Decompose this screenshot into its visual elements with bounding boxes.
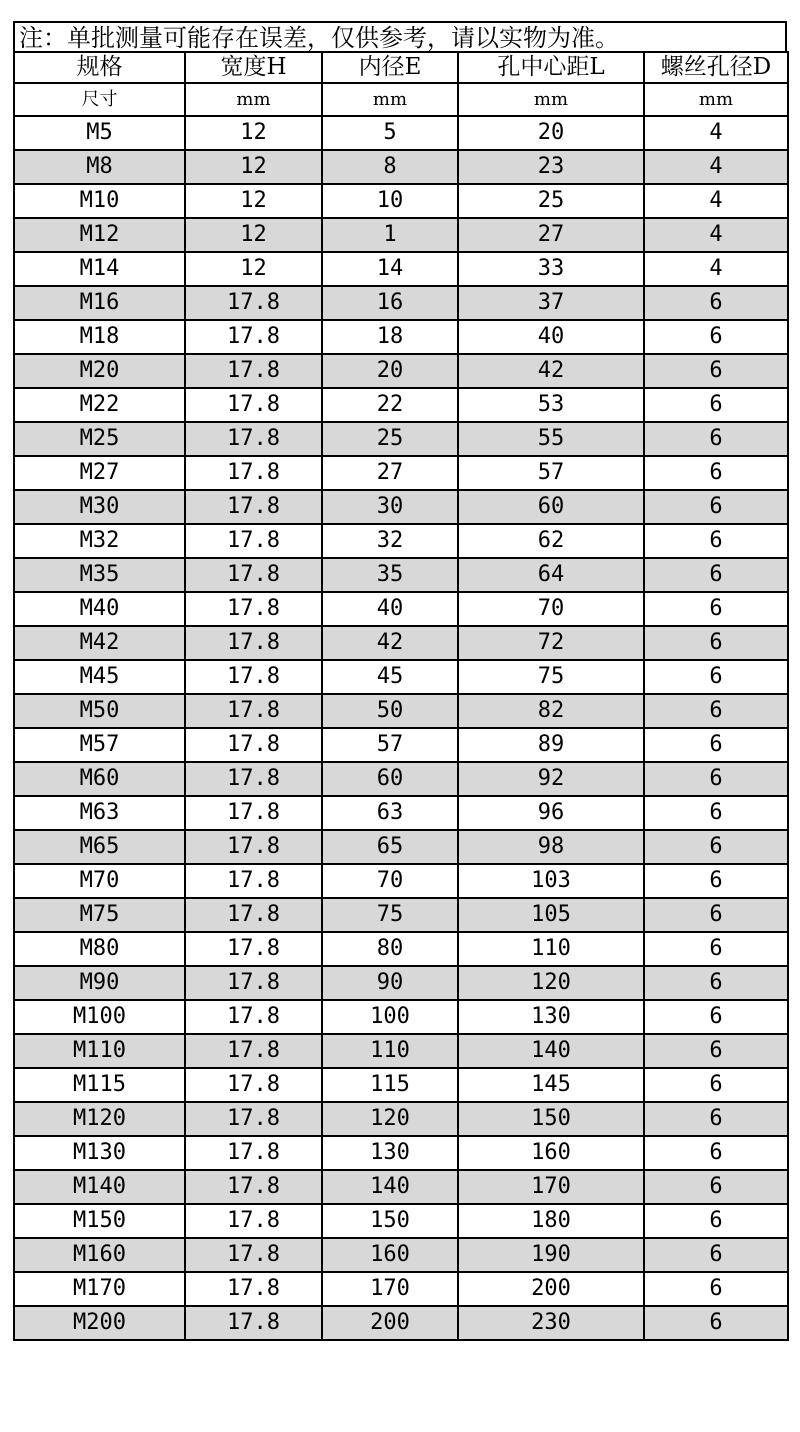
header-label-row bbox=[14, 52, 788, 83]
cell-screw-hole-diameter-d: 6 bbox=[644, 388, 788, 422]
spec-table bbox=[13, 51, 789, 1341]
table-row bbox=[14, 1170, 788, 1204]
header-hole-center-distance-l: 孔中心距L bbox=[458, 52, 644, 83]
cell-screw-hole-diameter-d: 6 bbox=[644, 1102, 788, 1136]
cell-hole-center-distance-l: 103 bbox=[458, 864, 644, 898]
cell-screw-hole-diameter-d: 4 bbox=[644, 184, 788, 218]
table-row bbox=[14, 1306, 788, 1340]
cell-width-h: 17.8 bbox=[185, 762, 322, 796]
cell-hole-center-distance-l: 190 bbox=[458, 1238, 644, 1272]
cell-width-h: 17.8 bbox=[185, 1000, 322, 1034]
cell-hole-center-distance-l: 40 bbox=[458, 320, 644, 354]
cell-hole-center-distance-l: 72 bbox=[458, 626, 644, 660]
table-row bbox=[14, 1034, 788, 1068]
table-row bbox=[14, 320, 788, 354]
cell-hole-center-distance-l: 105 bbox=[458, 898, 644, 932]
table-row bbox=[14, 150, 788, 184]
cell-spec: M63 bbox=[14, 796, 185, 830]
cell-hole-center-distance-l: 145 bbox=[458, 1068, 644, 1102]
cell-spec: M170 bbox=[14, 1272, 185, 1306]
table-row bbox=[14, 184, 788, 218]
table-row bbox=[14, 558, 788, 592]
cell-spec: M100 bbox=[14, 1000, 185, 1034]
cell-spec: M150 bbox=[14, 1204, 185, 1238]
table-row bbox=[14, 218, 788, 252]
cell-spec: M45 bbox=[14, 660, 185, 694]
cell-spec: M57 bbox=[14, 728, 185, 762]
cell-hole-center-distance-l: 23 bbox=[458, 150, 644, 184]
cell-width-h: 17.8 bbox=[185, 1170, 322, 1204]
cell-spec: M70 bbox=[14, 864, 185, 898]
cell-spec: M35 bbox=[14, 558, 185, 592]
cell-width-h: 17.8 bbox=[185, 1204, 322, 1238]
cell-hole-center-distance-l: 60 bbox=[458, 490, 644, 524]
cell-width-h: 17.8 bbox=[185, 1238, 322, 1272]
cell-hole-center-distance-l: 75 bbox=[458, 660, 644, 694]
cell-hole-center-distance-l: 150 bbox=[458, 1102, 644, 1136]
cell-spec: M50 bbox=[14, 694, 185, 728]
cell-inner-diameter-e: 63 bbox=[322, 796, 458, 830]
cell-screw-hole-diameter-d: 6 bbox=[644, 422, 788, 456]
cell-width-h: 17.8 bbox=[185, 1102, 322, 1136]
table-row bbox=[14, 1272, 788, 1306]
table-row bbox=[14, 864, 788, 898]
cell-width-h: 17.8 bbox=[185, 592, 322, 626]
cell-screw-hole-diameter-d: 6 bbox=[644, 1034, 788, 1068]
cell-inner-diameter-e: 10 bbox=[322, 184, 458, 218]
cell-inner-diameter-e: 18 bbox=[322, 320, 458, 354]
cell-hole-center-distance-l: 62 bbox=[458, 524, 644, 558]
table-row bbox=[14, 1238, 788, 1272]
cell-inner-diameter-e: 5 bbox=[322, 116, 458, 150]
table-row bbox=[14, 252, 788, 286]
cell-width-h: 12 bbox=[185, 116, 322, 150]
cell-screw-hole-diameter-d: 6 bbox=[644, 1000, 788, 1034]
cell-screw-hole-diameter-d: 4 bbox=[644, 150, 788, 184]
cell-inner-diameter-e: 130 bbox=[322, 1136, 458, 1170]
cell-screw-hole-diameter-d: 6 bbox=[644, 932, 788, 966]
cell-width-h: 17.8 bbox=[185, 456, 322, 490]
cell-hole-center-distance-l: 98 bbox=[458, 830, 644, 864]
cell-width-h: 17.8 bbox=[185, 558, 322, 592]
cell-spec: M200 bbox=[14, 1306, 185, 1340]
table-row bbox=[14, 796, 788, 830]
cell-spec: M115 bbox=[14, 1068, 185, 1102]
cell-spec: M110 bbox=[14, 1034, 185, 1068]
cell-hole-center-distance-l: 27 bbox=[458, 218, 644, 252]
table-row bbox=[14, 694, 788, 728]
cell-inner-diameter-e: 20 bbox=[322, 354, 458, 388]
cell-inner-diameter-e: 40 bbox=[322, 592, 458, 626]
table-row bbox=[14, 1136, 788, 1170]
cell-spec: M40 bbox=[14, 592, 185, 626]
cell-spec: M27 bbox=[14, 456, 185, 490]
cell-width-h: 12 bbox=[185, 184, 322, 218]
cell-screw-hole-diameter-d: 6 bbox=[644, 1204, 788, 1238]
cell-spec: M8 bbox=[14, 150, 185, 184]
cell-hole-center-distance-l: 160 bbox=[458, 1136, 644, 1170]
table-row bbox=[14, 1068, 788, 1102]
cell-hole-center-distance-l: 64 bbox=[458, 558, 644, 592]
cell-screw-hole-diameter-d: 6 bbox=[644, 1170, 788, 1204]
cell-spec: M14 bbox=[14, 252, 185, 286]
cell-inner-diameter-e: 8 bbox=[322, 150, 458, 184]
table-row bbox=[14, 524, 788, 558]
cell-inner-diameter-e: 57 bbox=[322, 728, 458, 762]
cell-inner-diameter-e: 14 bbox=[322, 252, 458, 286]
cell-screw-hole-diameter-d: 6 bbox=[644, 524, 788, 558]
cell-hole-center-distance-l: 20 bbox=[458, 116, 644, 150]
cell-inner-diameter-e: 170 bbox=[322, 1272, 458, 1306]
cell-inner-diameter-e: 27 bbox=[322, 456, 458, 490]
table-row bbox=[14, 354, 788, 388]
cell-screw-hole-diameter-d: 6 bbox=[644, 286, 788, 320]
cell-hole-center-distance-l: 55 bbox=[458, 422, 644, 456]
cell-inner-diameter-e: 200 bbox=[322, 1306, 458, 1340]
table-row bbox=[14, 626, 788, 660]
cell-inner-diameter-e: 16 bbox=[322, 286, 458, 320]
cell-screw-hole-diameter-d: 6 bbox=[644, 1136, 788, 1170]
cell-width-h: 17.8 bbox=[185, 524, 322, 558]
cell-spec: M25 bbox=[14, 422, 185, 456]
cell-hole-center-distance-l: 130 bbox=[458, 1000, 644, 1034]
cell-inner-diameter-e: 35 bbox=[322, 558, 458, 592]
cell-inner-diameter-e: 1 bbox=[322, 218, 458, 252]
table-row bbox=[14, 762, 788, 796]
cell-spec: M90 bbox=[14, 966, 185, 1000]
table-row bbox=[14, 116, 788, 150]
header-width-h: 宽度H bbox=[185, 52, 322, 83]
cell-screw-hole-diameter-d: 6 bbox=[644, 966, 788, 1000]
cell-hole-center-distance-l: 42 bbox=[458, 354, 644, 388]
cell-width-h: 17.8 bbox=[185, 320, 322, 354]
cell-width-h: 12 bbox=[185, 218, 322, 252]
cell-hole-center-distance-l: 70 bbox=[458, 592, 644, 626]
cell-screw-hole-diameter-d: 6 bbox=[644, 592, 788, 626]
unit-hole-center-distance-l: mm bbox=[458, 83, 644, 116]
unit-screw-hole-diameter-d: mm bbox=[644, 83, 788, 116]
cell-hole-center-distance-l: 33 bbox=[458, 252, 644, 286]
table-row bbox=[14, 966, 788, 1000]
table-row bbox=[14, 1102, 788, 1136]
table-row bbox=[14, 286, 788, 320]
cell-spec: M10 bbox=[14, 184, 185, 218]
cell-screw-hole-diameter-d: 6 bbox=[644, 864, 788, 898]
spec-sheet bbox=[13, 21, 787, 1341]
cell-screw-hole-diameter-d: 6 bbox=[644, 1238, 788, 1272]
cell-spec: M30 bbox=[14, 490, 185, 524]
cell-inner-diameter-e: 30 bbox=[322, 490, 458, 524]
cell-screw-hole-diameter-d: 4 bbox=[644, 218, 788, 252]
cell-screw-hole-diameter-d: 6 bbox=[644, 660, 788, 694]
table-header bbox=[14, 52, 788, 116]
cell-spec: M12 bbox=[14, 218, 185, 252]
cell-hole-center-distance-l: 200 bbox=[458, 1272, 644, 1306]
cell-width-h: 17.8 bbox=[185, 626, 322, 660]
table-row bbox=[14, 932, 788, 966]
cell-width-h: 12 bbox=[185, 150, 322, 184]
cell-screw-hole-diameter-d: 6 bbox=[644, 320, 788, 354]
header-unit-row bbox=[14, 83, 788, 116]
cell-width-h: 17.8 bbox=[185, 1136, 322, 1170]
cell-hole-center-distance-l: 140 bbox=[458, 1034, 644, 1068]
cell-hole-center-distance-l: 53 bbox=[458, 388, 644, 422]
cell-screw-hole-diameter-d: 6 bbox=[644, 456, 788, 490]
cell-inner-diameter-e: 25 bbox=[322, 422, 458, 456]
cell-inner-diameter-e: 160 bbox=[322, 1238, 458, 1272]
header-inner-diameter-e: 内径E bbox=[322, 52, 458, 83]
cell-width-h: 17.8 bbox=[185, 864, 322, 898]
cell-width-h: 17.8 bbox=[185, 898, 322, 932]
unit-width-h: mm bbox=[185, 83, 322, 116]
cell-screw-hole-diameter-d: 6 bbox=[644, 898, 788, 932]
cell-screw-hole-diameter-d: 6 bbox=[644, 796, 788, 830]
cell-width-h: 17.8 bbox=[185, 1272, 322, 1306]
cell-width-h: 17.8 bbox=[185, 1034, 322, 1068]
cell-hole-center-distance-l: 57 bbox=[458, 456, 644, 490]
header-spec: 规格 bbox=[14, 52, 185, 83]
cell-hole-center-distance-l: 25 bbox=[458, 184, 644, 218]
disclaimer-note: 注：单批测量可能存在误差，仅供参考，请以实物为准。 bbox=[13, 21, 787, 51]
unit-spec: 尺寸 bbox=[14, 83, 185, 116]
cell-inner-diameter-e: 22 bbox=[322, 388, 458, 422]
cell-hole-center-distance-l: 170 bbox=[458, 1170, 644, 1204]
table-row bbox=[14, 1204, 788, 1238]
cell-hole-center-distance-l: 110 bbox=[458, 932, 644, 966]
cell-width-h: 17.8 bbox=[185, 490, 322, 524]
cell-hole-center-distance-l: 89 bbox=[458, 728, 644, 762]
cell-inner-diameter-e: 45 bbox=[322, 660, 458, 694]
cell-inner-diameter-e: 75 bbox=[322, 898, 458, 932]
cell-hole-center-distance-l: 180 bbox=[458, 1204, 644, 1238]
cell-inner-diameter-e: 70 bbox=[322, 864, 458, 898]
cell-screw-hole-diameter-d: 4 bbox=[644, 116, 788, 150]
cell-screw-hole-diameter-d: 6 bbox=[644, 626, 788, 660]
cell-screw-hole-diameter-d: 6 bbox=[644, 694, 788, 728]
cell-width-h: 17.8 bbox=[185, 728, 322, 762]
cell-width-h: 17.8 bbox=[185, 660, 322, 694]
table-body bbox=[14, 116, 788, 1340]
cell-spec: M65 bbox=[14, 830, 185, 864]
cell-hole-center-distance-l: 120 bbox=[458, 966, 644, 1000]
cell-width-h: 17.8 bbox=[185, 422, 322, 456]
cell-spec: M60 bbox=[14, 762, 185, 796]
cell-spec: M140 bbox=[14, 1170, 185, 1204]
cell-screw-hole-diameter-d: 6 bbox=[644, 830, 788, 864]
cell-spec: M5 bbox=[14, 116, 185, 150]
cell-inner-diameter-e: 32 bbox=[322, 524, 458, 558]
table-row bbox=[14, 660, 788, 694]
table-row bbox=[14, 422, 788, 456]
cell-inner-diameter-e: 50 bbox=[322, 694, 458, 728]
cell-screw-hole-diameter-d: 6 bbox=[644, 1068, 788, 1102]
table-row bbox=[14, 898, 788, 932]
cell-inner-diameter-e: 120 bbox=[322, 1102, 458, 1136]
cell-inner-diameter-e: 115 bbox=[322, 1068, 458, 1102]
cell-spec: M80 bbox=[14, 932, 185, 966]
cell-spec: M32 bbox=[14, 524, 185, 558]
cell-inner-diameter-e: 80 bbox=[322, 932, 458, 966]
cell-width-h: 17.8 bbox=[185, 286, 322, 320]
cell-spec: M18 bbox=[14, 320, 185, 354]
cell-screw-hole-diameter-d: 6 bbox=[644, 1272, 788, 1306]
cell-inner-diameter-e: 65 bbox=[322, 830, 458, 864]
table-row bbox=[14, 728, 788, 762]
cell-screw-hole-diameter-d: 6 bbox=[644, 354, 788, 388]
cell-spec: M22 bbox=[14, 388, 185, 422]
table-row bbox=[14, 456, 788, 490]
cell-width-h: 17.8 bbox=[185, 354, 322, 388]
cell-width-h: 17.8 bbox=[185, 966, 322, 1000]
cell-hole-center-distance-l: 230 bbox=[458, 1306, 644, 1340]
cell-spec: M20 bbox=[14, 354, 185, 388]
cell-inner-diameter-e: 150 bbox=[322, 1204, 458, 1238]
cell-width-h: 17.8 bbox=[185, 1306, 322, 1340]
cell-hole-center-distance-l: 82 bbox=[458, 694, 644, 728]
table-row bbox=[14, 1000, 788, 1034]
cell-screw-hole-diameter-d: 6 bbox=[644, 490, 788, 524]
cell-spec: M42 bbox=[14, 626, 185, 660]
cell-spec: M130 bbox=[14, 1136, 185, 1170]
cell-spec: M120 bbox=[14, 1102, 185, 1136]
cell-screw-hole-diameter-d: 6 bbox=[644, 558, 788, 592]
unit-inner-diameter-e: mm bbox=[322, 83, 458, 116]
cell-hole-center-distance-l: 96 bbox=[458, 796, 644, 830]
cell-width-h: 17.8 bbox=[185, 694, 322, 728]
cell-width-h: 17.8 bbox=[185, 796, 322, 830]
cell-screw-hole-diameter-d: 6 bbox=[644, 762, 788, 796]
cell-width-h: 17.8 bbox=[185, 932, 322, 966]
cell-inner-diameter-e: 90 bbox=[322, 966, 458, 1000]
cell-spec: M75 bbox=[14, 898, 185, 932]
cell-inner-diameter-e: 100 bbox=[322, 1000, 458, 1034]
table-row bbox=[14, 490, 788, 524]
cell-width-h: 17.8 bbox=[185, 830, 322, 864]
cell-screw-hole-diameter-d: 6 bbox=[644, 728, 788, 762]
cell-inner-diameter-e: 42 bbox=[322, 626, 458, 660]
table-row bbox=[14, 830, 788, 864]
cell-screw-hole-diameter-d: 4 bbox=[644, 252, 788, 286]
cell-screw-hole-diameter-d: 6 bbox=[644, 1306, 788, 1340]
cell-hole-center-distance-l: 92 bbox=[458, 762, 644, 796]
cell-width-h: 17.8 bbox=[185, 388, 322, 422]
table-row bbox=[14, 388, 788, 422]
cell-inner-diameter-e: 110 bbox=[322, 1034, 458, 1068]
cell-spec: M160 bbox=[14, 1238, 185, 1272]
table-row bbox=[14, 592, 788, 626]
cell-hole-center-distance-l: 37 bbox=[458, 286, 644, 320]
cell-spec: M16 bbox=[14, 286, 185, 320]
cell-inner-diameter-e: 60 bbox=[322, 762, 458, 796]
cell-inner-diameter-e: 140 bbox=[322, 1170, 458, 1204]
header-screw-hole-diameter-d: 螺丝孔径D bbox=[644, 52, 788, 83]
cell-width-h: 17.8 bbox=[185, 1068, 322, 1102]
cell-width-h: 12 bbox=[185, 252, 322, 286]
